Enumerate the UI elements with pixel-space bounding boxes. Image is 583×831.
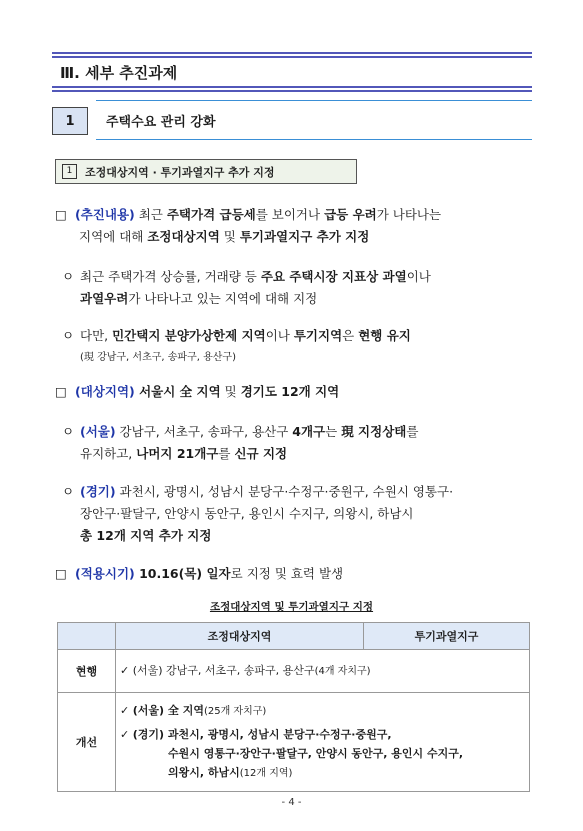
table-row (58, 693, 530, 792)
text-bold: 급등 우려 (324, 207, 377, 222)
para-timing (55, 563, 535, 585)
text-bold: 경기도 12개 지역 (240, 384, 340, 399)
text-bold: 현행 유지 (358, 328, 411, 343)
text: 를 (218, 446, 235, 461)
circle-bullet: ㅇ (62, 484, 75, 499)
check-icon: ✓ (120, 728, 130, 741)
text: 지역에 대해 (79, 229, 148, 244)
label-gyeonggi: (경기) (80, 484, 116, 499)
para-content (55, 204, 535, 248)
note: (25개 자치구) (203, 706, 267, 717)
text: 를 (406, 424, 419, 439)
label-content: (추진내용) (75, 207, 135, 222)
table-row (58, 650, 530, 693)
text: 를 보이거나 (255, 207, 325, 222)
text-bold: 과천시, 광명시, 성남시 분당구·수정구·중원구, (164, 728, 392, 741)
text: 유지하고, (80, 446, 137, 461)
text: 및 (220, 384, 241, 399)
square-bullet: □ (55, 566, 67, 581)
text: (서울) (132, 664, 163, 677)
label-seoul: (서울) (80, 424, 116, 439)
text-bold: 4개구 (292, 424, 326, 439)
note: (12개 지역) (239, 768, 293, 779)
circle-bullet: ㅇ (62, 328, 75, 343)
text: 강남구, 서초구, 송파구, 용산구 (115, 424, 293, 439)
square-bullet: □ (55, 207, 67, 222)
text-bold: (서울) (132, 704, 165, 717)
top-rule-2 (52, 56, 532, 58)
text-bold: 총 12개 지역 추가 지정 (80, 528, 212, 543)
bottom-rule-2 (52, 90, 532, 92)
text-bold: 투기지역 (293, 328, 343, 343)
page-number: - 4 - (281, 797, 302, 808)
para-target (55, 381, 535, 403)
note: (4개 자치구) (314, 666, 371, 677)
section-title: Ⅲ. 세부 추진과제 (60, 64, 178, 82)
task-number: 1 (52, 107, 88, 135)
text: 은 (342, 328, 359, 343)
text-bold: 서울시 全 지역 (134, 384, 221, 399)
text-bold: (경기) (132, 728, 165, 741)
task-title: 주택수요 관리 강화 (106, 115, 216, 130)
text-bold: 과열우려 (80, 291, 129, 306)
text: 이나 (406, 269, 431, 284)
check-icon: ✓ (120, 664, 130, 677)
table-header: 조정대상지역 (116, 623, 364, 650)
subtask-title: 조정대상지역 · 투기과열지구 추가 지정 (85, 165, 275, 179)
text-bold: 의왕시, 하남시 (168, 766, 240, 779)
note: (現 강남구, 서초구, 송파구, 용산구) (80, 352, 236, 363)
text-bold: 주택가격 급등세 (166, 207, 256, 222)
text-bold: 現 지정상태 (341, 424, 407, 439)
text: 최근 주택가격 상승률, 거래량 등 (80, 269, 261, 284)
task-line-bottom (96, 139, 532, 140)
circle-bullet: ㅇ (62, 269, 75, 284)
top-rule-1 (52, 52, 532, 54)
text-bold: 나머지 21개구 (136, 446, 219, 461)
text: 과천시, 광명시, 성남시 분당구·수정구·중원구, 수원시 영통구· (115, 484, 454, 499)
square-bullet: □ (55, 384, 67, 399)
text: 가 나타나는 (376, 207, 442, 222)
text-bold: 수원시 영통구·장안구·팔달구, 안양시 동안구, 용인시 수지구, (168, 747, 464, 760)
bottom-rule-1 (52, 86, 532, 88)
text: 는 (325, 424, 342, 439)
label-target: (대상지역) (75, 384, 135, 399)
table-header-row (58, 623, 530, 650)
text-bold: 주요 주택시장 지표상 과열 (260, 269, 407, 284)
row-label: 현행 (58, 650, 116, 693)
row-cell (116, 693, 530, 792)
row-label: 개선 (58, 693, 116, 792)
subtask-number: 1 (62, 164, 77, 179)
text-bold: 민간택지 분양가상한제 지역 (112, 328, 266, 343)
bullet-criteria (62, 266, 532, 310)
text: 최근 (134, 207, 167, 222)
bullet-gyeonggi (62, 481, 532, 547)
designation-table (57, 622, 530, 792)
text: 이나 (265, 328, 294, 343)
text-bold: 신규 지정 (234, 446, 288, 461)
text: 강남구, 서초구, 송파구, 용산구 (162, 664, 315, 677)
subtask-tag (55, 159, 357, 184)
bullet-exception (62, 325, 532, 369)
text: 다만, (80, 328, 113, 343)
bullet-seoul (62, 421, 532, 465)
text-bold: 투기과열지구 추가 지정 (239, 229, 370, 244)
text-bold: 조정대상지역 (147, 229, 220, 244)
text-bold: 10.16(목) 일자 (134, 566, 231, 581)
text: 로 지정 및 효력 발생 (230, 566, 344, 581)
text: 및 (219, 229, 240, 244)
task-line-top (96, 100, 532, 101)
row-cell (116, 650, 530, 693)
text: 장안구·팔달구, 안양시 동안구, 용인시 수지구, 의왕시, 하남시 (80, 506, 414, 521)
text-bold: 全 지역 (164, 704, 204, 717)
table-header: 투기과열지구 (364, 623, 530, 650)
circle-bullet: ㅇ (62, 424, 75, 439)
check-icon: ✓ (120, 704, 130, 717)
label-timing: (적용시기) (75, 566, 135, 581)
table-caption: 조정대상지역 및 투기과열지구 지정 (209, 601, 374, 613)
table-header (58, 623, 116, 650)
text: 가 나타나고 있는 지역에 대해 지정 (128, 291, 318, 306)
